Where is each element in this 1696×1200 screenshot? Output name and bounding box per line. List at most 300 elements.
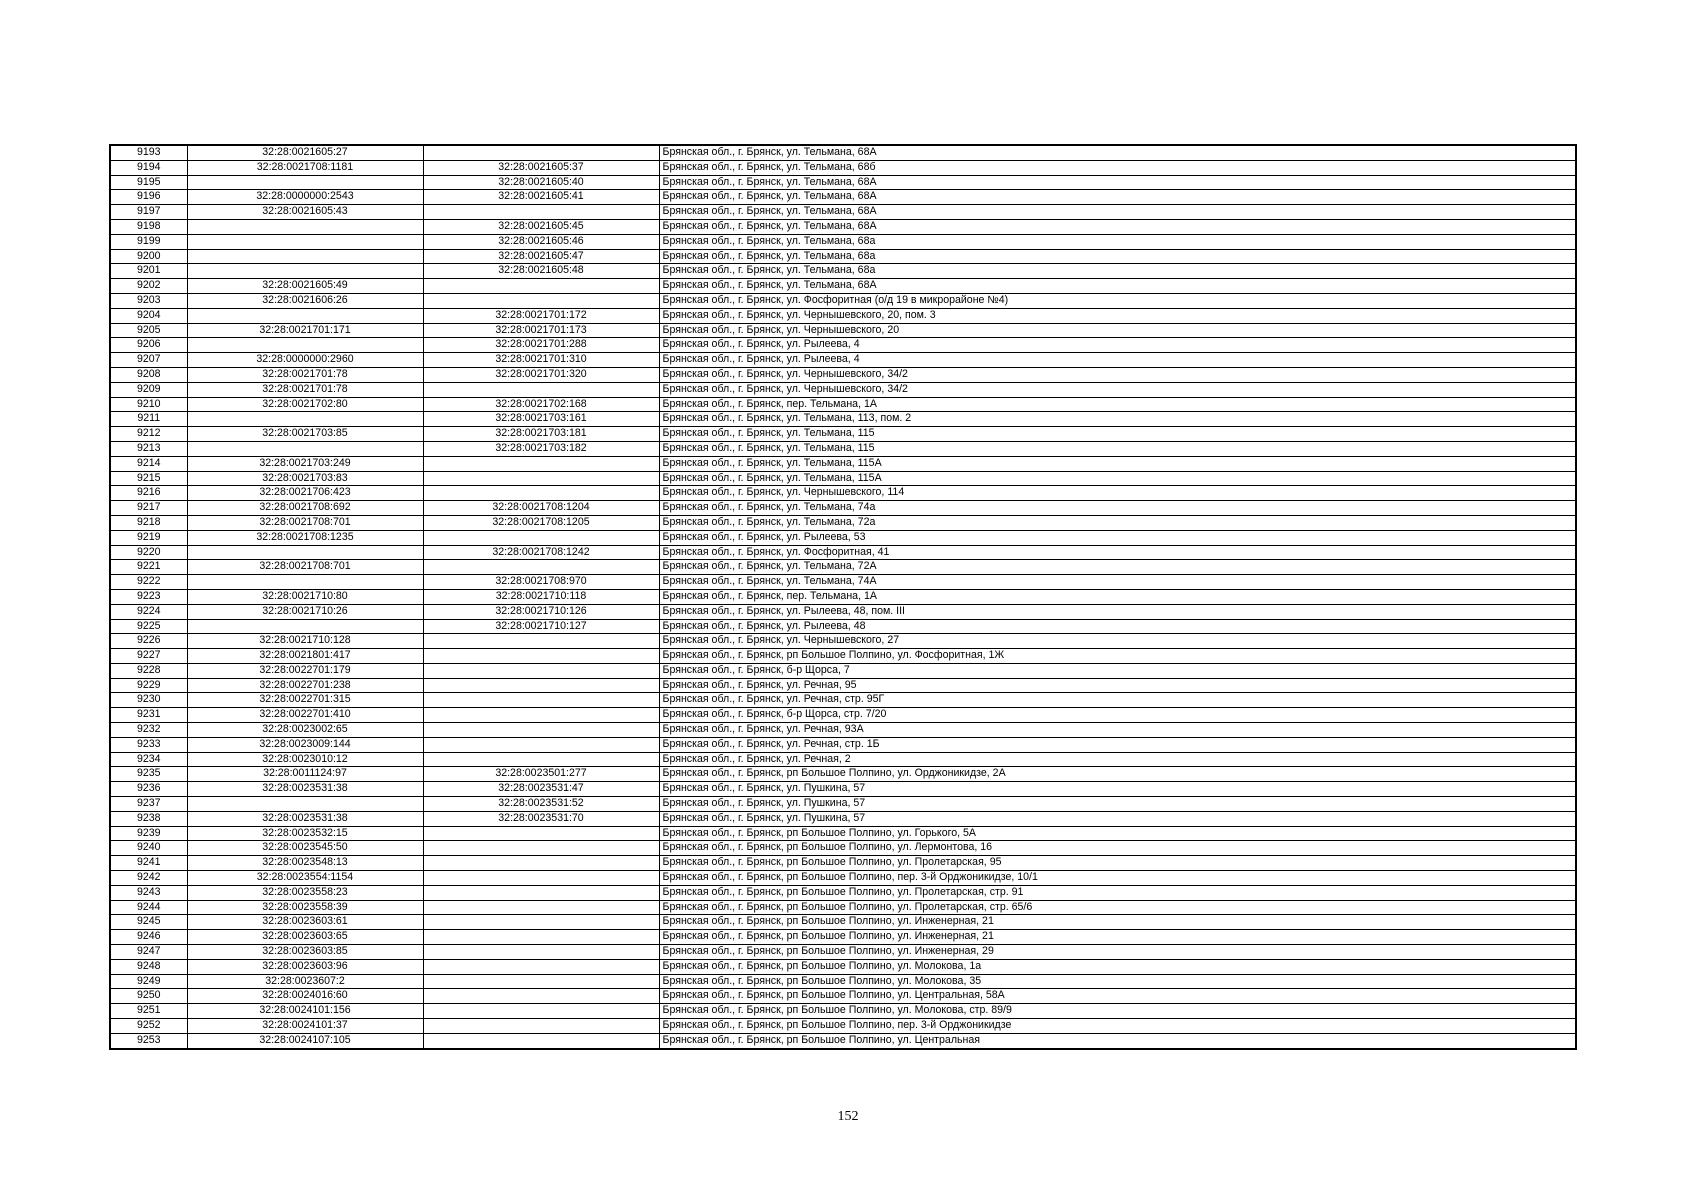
address-cell: Брянская обл., г. Брянск, ул. Речная, 93А	[659, 723, 1576, 738]
row-number-cell: 9201	[110, 264, 187, 279]
cadastral-number-cell: 32:28:0023554:1154	[187, 871, 423, 886]
related-cadastral-cell	[423, 945, 659, 960]
address-cell: Брянская обл., г. Брянск, б-р Щорса, 7	[659, 663, 1576, 678]
row-number-cell: 9232	[110, 723, 187, 738]
cadastral-number-cell: 32:28:0021605:27	[187, 145, 423, 160]
cadastral-number-cell: 32:28:0023531:38	[187, 811, 423, 826]
address-cell: Брянская обл., г. Брянск, рп Большое Полпино, пер. 3-й Орджоникидзе, 10/1	[659, 871, 1576, 886]
table-row	[110, 959, 1576, 974]
row-number-cell: 9200	[110, 249, 187, 264]
cadastral-number-cell: 32:28:0023548:13	[187, 856, 423, 871]
address-cell: Брянская обл., г. Брянск, пер. Тельмана, 1А	[659, 589, 1576, 604]
address-cell: Брянская обл., г. Брянск, ул. Речная, 95	[659, 678, 1576, 693]
cadastral-number-cell: 32:28:0021702:80	[187, 397, 423, 412]
row-number-cell: 9229	[110, 678, 187, 693]
related-cadastral-cell	[423, 1033, 659, 1048]
related-cadastral-cell	[423, 915, 659, 930]
table-row	[110, 264, 1576, 279]
related-cadastral-cell	[423, 693, 659, 708]
related-cadastral-cell	[423, 959, 659, 974]
related-cadastral-cell: 32:28:0021708:1205	[423, 515, 659, 530]
row-number-cell: 9250	[110, 989, 187, 1004]
address-cell: Брянская обл., г. Брянск, ул. Пушкина, 57	[659, 782, 1576, 797]
row-number-cell: 9204	[110, 308, 187, 323]
cadastral-number-cell	[187, 264, 423, 279]
row-number-cell: 9202	[110, 279, 187, 294]
cadastral-number-cell: 32:28:0021708:701	[187, 560, 423, 575]
row-number-cell: 9238	[110, 811, 187, 826]
table-row	[110, 619, 1576, 634]
table-row	[110, 249, 1576, 264]
table-row	[110, 338, 1576, 353]
row-number-cell: 9245	[110, 915, 187, 930]
cadastral-number-cell: 32:28:0021701:78	[187, 382, 423, 397]
row-number-cell: 9227	[110, 649, 187, 664]
row-number-cell: 9246	[110, 930, 187, 945]
related-cadastral-cell: 32:28:0021708:1204	[423, 501, 659, 516]
cadastral-number-cell: 32:28:0021701:78	[187, 367, 423, 382]
address-cell: Брянская обл., г. Брянск, ул. Тельмана, 68а	[659, 264, 1576, 279]
table-row	[110, 427, 1576, 442]
row-number-cell: 9207	[110, 353, 187, 368]
cadastral-number-cell: 32:28:0023002:65	[187, 723, 423, 738]
address-cell: Брянская обл., г. Брянск, ул. Речная, стр. 95Г	[659, 693, 1576, 708]
table-row	[110, 841, 1576, 856]
cadastral-number-cell: 32:28:0021710:26	[187, 604, 423, 619]
related-cadastral-cell: 32:28:0021703:161	[423, 412, 659, 427]
address-cell: Брянская обл., г. Брянск, рп Большое Полпино, ул. Инженерная, 21	[659, 930, 1576, 945]
table-row	[110, 560, 1576, 575]
table-row	[110, 382, 1576, 397]
cadastral-number-cell: 32:28:0024016:60	[187, 989, 423, 1004]
row-number-cell: 9197	[110, 205, 187, 220]
address-cell: Брянская обл., г. Брянск, ул. Тельмана, 115А	[659, 471, 1576, 486]
cadastral-number-cell	[187, 441, 423, 456]
related-cadastral-cell	[423, 530, 659, 545]
related-cadastral-cell	[423, 456, 659, 471]
page-number: 152	[837, 1109, 859, 1124]
row-number-cell: 9252	[110, 1019, 187, 1034]
row-number-cell: 9206	[110, 338, 187, 353]
related-cadastral-cell	[423, 723, 659, 738]
table-row	[110, 1019, 1576, 1034]
related-cadastral-cell	[423, 1019, 659, 1034]
related-cadastral-cell: 32:28:0021701:173	[423, 323, 659, 338]
table-row	[110, 915, 1576, 930]
table-row	[110, 797, 1576, 812]
address-cell: Брянская обл., г. Брянск, ул. Рылеева, 53	[659, 530, 1576, 545]
address-cell: Брянская обл., г. Брянск, ул. Речная, стр. 1Б	[659, 737, 1576, 752]
cadastral-number-cell: 32:28:0021706:423	[187, 486, 423, 501]
row-number-cell: 9253	[110, 1033, 187, 1048]
address-cell: Брянская обл., г. Брянск, рп Большое Полпино, ул. Молокова, 35	[659, 974, 1576, 989]
related-cadastral-cell	[423, 293, 659, 308]
address-cell: Брянская обл., г. Брянск, ул. Чернышевского, 114	[659, 486, 1576, 501]
related-cadastral-cell	[423, 737, 659, 752]
cadastral-number-cell: 32:28:0021703:83	[187, 471, 423, 486]
row-number-cell: 9231	[110, 708, 187, 723]
row-number-cell: 9230	[110, 693, 187, 708]
table-row	[110, 160, 1576, 175]
address-cell: Брянская обл., г. Брянск, ул. Речная, 2	[659, 752, 1576, 767]
table-row	[110, 663, 1576, 678]
address-cell: Брянская обл., г. Брянск, рп Большое Полпино, ул. Пролетарская, стр. 91	[659, 885, 1576, 900]
table-row	[110, 989, 1576, 1004]
related-cadastral-cell: 32:28:0021605:47	[423, 249, 659, 264]
table-row	[110, 175, 1576, 190]
row-number-cell: 9225	[110, 619, 187, 634]
row-number-cell: 9235	[110, 767, 187, 782]
related-cadastral-cell	[423, 885, 659, 900]
cadastral-number-cell: 32:28:0023558:39	[187, 900, 423, 915]
address-cell: Брянская обл., г. Брянск, рп Большое Полпино, ул. Фосфоритная, 1Ж	[659, 649, 1576, 664]
table-row	[110, 1033, 1576, 1048]
cadastral-number-cell	[187, 249, 423, 264]
address-cell: Брянская обл., г. Брянск, рп Большое Полпино, ул. Центральная	[659, 1033, 1576, 1048]
related-cadastral-cell: 32:28:0023531:52	[423, 797, 659, 812]
related-cadastral-cell	[423, 752, 659, 767]
table-row	[110, 767, 1576, 782]
table-row	[110, 575, 1576, 590]
cadastral-number-cell: 32:28:0024101:156	[187, 1004, 423, 1019]
table-row	[110, 293, 1576, 308]
row-number-cell: 9221	[110, 560, 187, 575]
table-row	[110, 634, 1576, 649]
row-number-cell: 9193	[110, 145, 187, 160]
address-cell: Брянская обл., г. Брянск, ул. Чернышевского, 20, пом. 3	[659, 308, 1576, 323]
address-cell: Брянская обл., г. Брянск, ул. Чернышевского, 34/2	[659, 382, 1576, 397]
cadastral-number-cell: 32:28:0011124:97	[187, 767, 423, 782]
row-number-cell: 9239	[110, 826, 187, 841]
address-cell: Брянская обл., г. Брянск, ул. Чернышевского, 27	[659, 634, 1576, 649]
address-cell: Брянская обл., г. Брянск, ул. Тельмана, 72а	[659, 515, 1576, 530]
related-cadastral-cell	[423, 708, 659, 723]
address-cell: Брянская обл., г. Брянск, ул. Тельмана, 113, пом. 2	[659, 412, 1576, 427]
address-cell: Брянская обл., г. Брянск, ул. Рылеева, 4	[659, 353, 1576, 368]
row-number-cell: 9208	[110, 367, 187, 382]
registry-table-body	[110, 145, 1576, 1049]
table-row	[110, 545, 1576, 560]
address-cell: Брянская обл., г. Брянск, рп Большое Полпино, ул. Пролетарская, 95	[659, 856, 1576, 871]
related-cadastral-cell: 32:28:0021703:181	[423, 427, 659, 442]
table-row	[110, 456, 1576, 471]
cadastral-number-cell: 32:28:0022701:315	[187, 693, 423, 708]
cadastral-number-cell	[187, 412, 423, 427]
related-cadastral-cell	[423, 471, 659, 486]
row-number-cell: 9220	[110, 545, 187, 560]
address-cell: Брянская обл., г. Брянск, ул. Тельмана, 115А	[659, 456, 1576, 471]
row-number-cell: 9203	[110, 293, 187, 308]
address-cell: Брянская обл., г. Брянск, рп Большое Полпино, ул. Орджоникидзе, 2А	[659, 767, 1576, 782]
address-cell: Брянская обл., г. Брянск, пер. Тельмана, 1А	[659, 397, 1576, 412]
table-row	[110, 219, 1576, 234]
related-cadastral-cell: 32:28:0021701:310	[423, 353, 659, 368]
related-cadastral-cell: 32:28:0021708:970	[423, 575, 659, 590]
address-cell: Брянская обл., г. Брянск, рп Большое Полпино, ул. Молокова, стр. 89/9	[659, 1004, 1576, 1019]
related-cadastral-cell	[423, 974, 659, 989]
table-row	[110, 308, 1576, 323]
table-row	[110, 397, 1576, 412]
cadastral-number-cell	[187, 575, 423, 590]
related-cadastral-cell	[423, 930, 659, 945]
related-cadastral-cell	[423, 663, 659, 678]
cadastral-number-cell	[187, 797, 423, 812]
address-cell: Брянская обл., г. Брянск, ул. Тельмана, 115	[659, 441, 1576, 456]
row-number-cell: 9249	[110, 974, 187, 989]
address-cell: Брянская обл., г. Брянск, ул. Фосфоритная (о/д 19 в микрорайоне №4)	[659, 293, 1576, 308]
related-cadastral-cell: 32:28:0021701:172	[423, 308, 659, 323]
address-cell: Брянская обл., г. Брянск, ул. Тельмана, 68б	[659, 160, 1576, 175]
address-cell: Брянская обл., г. Брянск, ул. Тельмана, 68А	[659, 219, 1576, 234]
address-cell: Брянская обл., г. Брянск, рп Большое Полпино, пер. 3-й Орджоникидзе	[659, 1019, 1576, 1034]
related-cadastral-cell: 32:28:0021701:288	[423, 338, 659, 353]
cadastral-number-cell: 32:28:0021708:1235	[187, 530, 423, 545]
row-number-cell: 9195	[110, 175, 187, 190]
cadastral-number-cell	[187, 219, 423, 234]
cadastral-number-cell: 32:28:0023603:96	[187, 959, 423, 974]
address-cell: Брянская обл., г. Брянск, ул. Тельмана, 68А	[659, 205, 1576, 220]
row-number-cell: 9237	[110, 797, 187, 812]
cadastral-number-cell	[187, 308, 423, 323]
table-row	[110, 678, 1576, 693]
table-row	[110, 530, 1576, 545]
related-cadastral-cell: 32:28:0021708:1242	[423, 545, 659, 560]
row-number-cell: 9228	[110, 663, 187, 678]
address-cell: Брянская обл., г. Брянск, рп Большое Полпино, ул. Пролетарская, стр. 65/6	[659, 900, 1576, 915]
cadastral-number-cell	[187, 338, 423, 353]
cadastral-number-cell: 32:28:0021606:26	[187, 293, 423, 308]
related-cadastral-cell: 32:28:0021710:126	[423, 604, 659, 619]
related-cadastral-cell: 32:28:0023531:70	[423, 811, 659, 826]
table-row	[110, 1004, 1576, 1019]
related-cadastral-cell: 32:28:0021701:320	[423, 367, 659, 382]
row-number-cell: 9194	[110, 160, 187, 175]
row-number-cell: 9211	[110, 412, 187, 427]
row-number-cell: 9243	[110, 885, 187, 900]
related-cadastral-cell	[423, 205, 659, 220]
row-number-cell: 9217	[110, 501, 187, 516]
address-cell: Брянская обл., г. Брянск, ул. Чернышевского, 20	[659, 323, 1576, 338]
cadastral-number-cell: 32:28:0022701:410	[187, 708, 423, 723]
row-number-cell: 9212	[110, 427, 187, 442]
related-cadastral-cell	[423, 634, 659, 649]
table-row	[110, 693, 1576, 708]
table-row	[110, 737, 1576, 752]
cadastral-number-cell: 32:28:0021801:417	[187, 649, 423, 664]
table-row	[110, 649, 1576, 664]
cadastral-number-cell: 32:28:0000000:2543	[187, 190, 423, 205]
address-cell: Брянская обл., г. Брянск, рп Большое Полпино, ул. Центральная, 58А	[659, 989, 1576, 1004]
cadastral-number-cell	[187, 234, 423, 249]
row-number-cell: 9222	[110, 575, 187, 590]
row-number-cell: 9240	[110, 841, 187, 856]
address-cell: Брянская обл., г. Брянск, ул. Тельмана, 68А	[659, 279, 1576, 294]
cadastral-number-cell: 32:28:0024107:105	[187, 1033, 423, 1048]
cadastral-number-cell	[187, 545, 423, 560]
address-cell: Брянская обл., г. Брянск, ул. Тельмана, 68А	[659, 175, 1576, 190]
address-cell: Брянская обл., г. Брянск, рп Большое Полпино, ул. Молокова, 1а	[659, 959, 1576, 974]
related-cadastral-cell	[423, 486, 659, 501]
address-cell: Брянская обл., г. Брянск, б-р Щорса, стр. 7/20	[659, 708, 1576, 723]
row-number-cell: 9226	[110, 634, 187, 649]
related-cadastral-cell	[423, 856, 659, 871]
table-row	[110, 900, 1576, 915]
row-number-cell: 9233	[110, 737, 187, 752]
related-cadastral-cell	[423, 900, 659, 915]
row-number-cell: 9251	[110, 1004, 187, 1019]
table-row	[110, 826, 1576, 841]
table-row	[110, 515, 1576, 530]
cadastral-number-cell: 32:28:0021708:1181	[187, 160, 423, 175]
row-number-cell: 9219	[110, 530, 187, 545]
related-cadastral-cell: 32:28:0021703:182	[423, 441, 659, 456]
address-cell: Брянская обл., г. Брянск, ул. Тельмана, 68А	[659, 145, 1576, 160]
row-number-cell: 9244	[110, 900, 187, 915]
table-row	[110, 412, 1576, 427]
row-number-cell: 9234	[110, 752, 187, 767]
related-cadastral-cell	[423, 279, 659, 294]
table-row	[110, 811, 1576, 826]
row-number-cell: 9209	[110, 382, 187, 397]
table-row	[110, 501, 1576, 516]
table-row	[110, 723, 1576, 738]
address-cell: Брянская обл., г. Брянск, ул. Чернышевского, 34/2	[659, 367, 1576, 382]
related-cadastral-cell: 32:28:0023501:277	[423, 767, 659, 782]
table-row	[110, 945, 1576, 960]
row-number-cell: 9215	[110, 471, 187, 486]
address-cell: Брянская обл., г. Брянск, ул. Тельмана, 68а	[659, 234, 1576, 249]
row-number-cell: 9198	[110, 219, 187, 234]
row-number-cell: 9248	[110, 959, 187, 974]
related-cadastral-cell: 32:28:0021605:48	[423, 264, 659, 279]
table-row	[110, 234, 1576, 249]
row-number-cell: 9214	[110, 456, 187, 471]
row-number-cell: 9213	[110, 441, 187, 456]
row-number-cell: 9241	[110, 856, 187, 871]
address-cell: Брянская обл., г. Брянск, ул. Пушкина, 57	[659, 797, 1576, 812]
address-cell: Брянская обл., г. Брянск, рп Большое Полпино, ул. Инженерная, 29	[659, 945, 1576, 960]
related-cadastral-cell	[423, 1004, 659, 1019]
row-number-cell: 9196	[110, 190, 187, 205]
cadastral-number-cell: 32:28:0023009:144	[187, 737, 423, 752]
related-cadastral-cell	[423, 871, 659, 886]
table-row	[110, 604, 1576, 619]
row-number-cell: 9205	[110, 323, 187, 338]
row-number-cell: 9210	[110, 397, 187, 412]
table-row	[110, 752, 1576, 767]
related-cadastral-cell	[423, 841, 659, 856]
table-row	[110, 974, 1576, 989]
table-row	[110, 323, 1576, 338]
address-cell: Брянская обл., г. Брянск, ул. Рылеева, 48, пом. III	[659, 604, 1576, 619]
cadastral-number-cell: 32:28:0023545:50	[187, 841, 423, 856]
cadastral-number-cell	[187, 619, 423, 634]
table-row	[110, 367, 1576, 382]
address-cell: Брянская обл., г. Брянск, ул. Фосфоритная, 41	[659, 545, 1576, 560]
address-cell: Брянская обл., г. Брянск, ул. Тельмана, 68а	[659, 249, 1576, 264]
cadastral-number-cell: 32:28:0023010:12	[187, 752, 423, 767]
related-cadastral-cell: 32:28:0021710:127	[423, 619, 659, 634]
row-number-cell: 9218	[110, 515, 187, 530]
related-cadastral-cell: 32:28:0021605:41	[423, 190, 659, 205]
table-row	[110, 486, 1576, 501]
cadastral-number-cell: 32:28:0022701:179	[187, 663, 423, 678]
table-row	[110, 782, 1576, 797]
row-number-cell: 9224	[110, 604, 187, 619]
row-number-cell: 9242	[110, 871, 187, 886]
cadastral-number-cell: 32:28:0021710:128	[187, 634, 423, 649]
row-number-cell: 9216	[110, 486, 187, 501]
cadastral-number-cell: 32:28:0021708:701	[187, 515, 423, 530]
address-cell: Брянская обл., г. Брянск, рп Большое Полпино, ул. Инженерная, 21	[659, 915, 1576, 930]
related-cadastral-cell	[423, 989, 659, 1004]
related-cadastral-cell	[423, 678, 659, 693]
table-row	[110, 856, 1576, 871]
cadastral-number-cell: 32:28:0021605:43	[187, 205, 423, 220]
address-cell: Брянская обл., г. Брянск, ул. Тельмана, 72А	[659, 560, 1576, 575]
row-number-cell: 9236	[110, 782, 187, 797]
address-cell: Брянская обл., г. Брянск, ул. Пушкина, 57	[659, 811, 1576, 826]
related-cadastral-cell	[423, 826, 659, 841]
cadastral-number-cell: 32:28:0024101:37	[187, 1019, 423, 1034]
table-row	[110, 441, 1576, 456]
address-cell: Брянская обл., г. Брянск, ул. Тельмана, 74а	[659, 501, 1576, 516]
address-cell: Брянская обл., г. Брянск, ул. Тельмана, 68А	[659, 190, 1576, 205]
address-cell: Брянская обл., г. Брянск, рп Большое Полпино, ул. Горького, 5А	[659, 826, 1576, 841]
table-row	[110, 589, 1576, 604]
row-number-cell: 9223	[110, 589, 187, 604]
related-cadastral-cell: 32:28:0021605:37	[423, 160, 659, 175]
cadastral-number-cell: 32:28:0023603:61	[187, 915, 423, 930]
related-cadastral-cell: 32:28:0021605:40	[423, 175, 659, 190]
cadastral-number-cell: 32:28:0021710:80	[187, 589, 423, 604]
address-cell: Брянская обл., г. Брянск, ул. Тельмана, 115	[659, 427, 1576, 442]
address-cell: Брянская обл., г. Брянск, ул. Рылеева, 4	[659, 338, 1576, 353]
cadastral-number-cell: 32:28:0022701:238	[187, 678, 423, 693]
registry-table	[109, 144, 1577, 1050]
related-cadastral-cell: 32:28:0021605:45	[423, 219, 659, 234]
row-number-cell: 9199	[110, 234, 187, 249]
table-row	[110, 353, 1576, 368]
table-row	[110, 885, 1576, 900]
cadastral-number-cell: 32:28:0023603:85	[187, 945, 423, 960]
table-row	[110, 930, 1576, 945]
table-row	[110, 708, 1576, 723]
cadastral-number-cell: 32:28:0021703:85	[187, 427, 423, 442]
cadastral-number-cell: 32:28:0023531:38	[187, 782, 423, 797]
related-cadastral-cell	[423, 560, 659, 575]
table-row	[110, 871, 1576, 886]
cadastral-number-cell: 32:28:0023607:2	[187, 974, 423, 989]
cadastral-number-cell: 32:28:0000000:2960	[187, 353, 423, 368]
address-cell: Брянская обл., г. Брянск, ул. Тельмана, 74А	[659, 575, 1576, 590]
related-cadastral-cell: 32:28:0021702:168	[423, 397, 659, 412]
table-row	[110, 205, 1576, 220]
related-cadastral-cell: 32:28:0021710:118	[423, 589, 659, 604]
related-cadastral-cell	[423, 145, 659, 160]
table-row	[110, 279, 1576, 294]
cadastral-number-cell: 32:28:0021708:692	[187, 501, 423, 516]
related-cadastral-cell	[423, 382, 659, 397]
cadastral-number-cell: 32:28:0023603:65	[187, 930, 423, 945]
address-cell: Брянская обл., г. Брянск, рп Большое Полпино, ул. Лермонтова, 16	[659, 841, 1576, 856]
table-row	[110, 190, 1576, 205]
related-cadastral-cell: 32:28:0023531:47	[423, 782, 659, 797]
table-row	[110, 145, 1576, 160]
cadastral-number-cell: 32:28:0021605:49	[187, 279, 423, 294]
cadastral-number-cell: 32:28:0023532:15	[187, 826, 423, 841]
related-cadastral-cell: 32:28:0021605:46	[423, 234, 659, 249]
